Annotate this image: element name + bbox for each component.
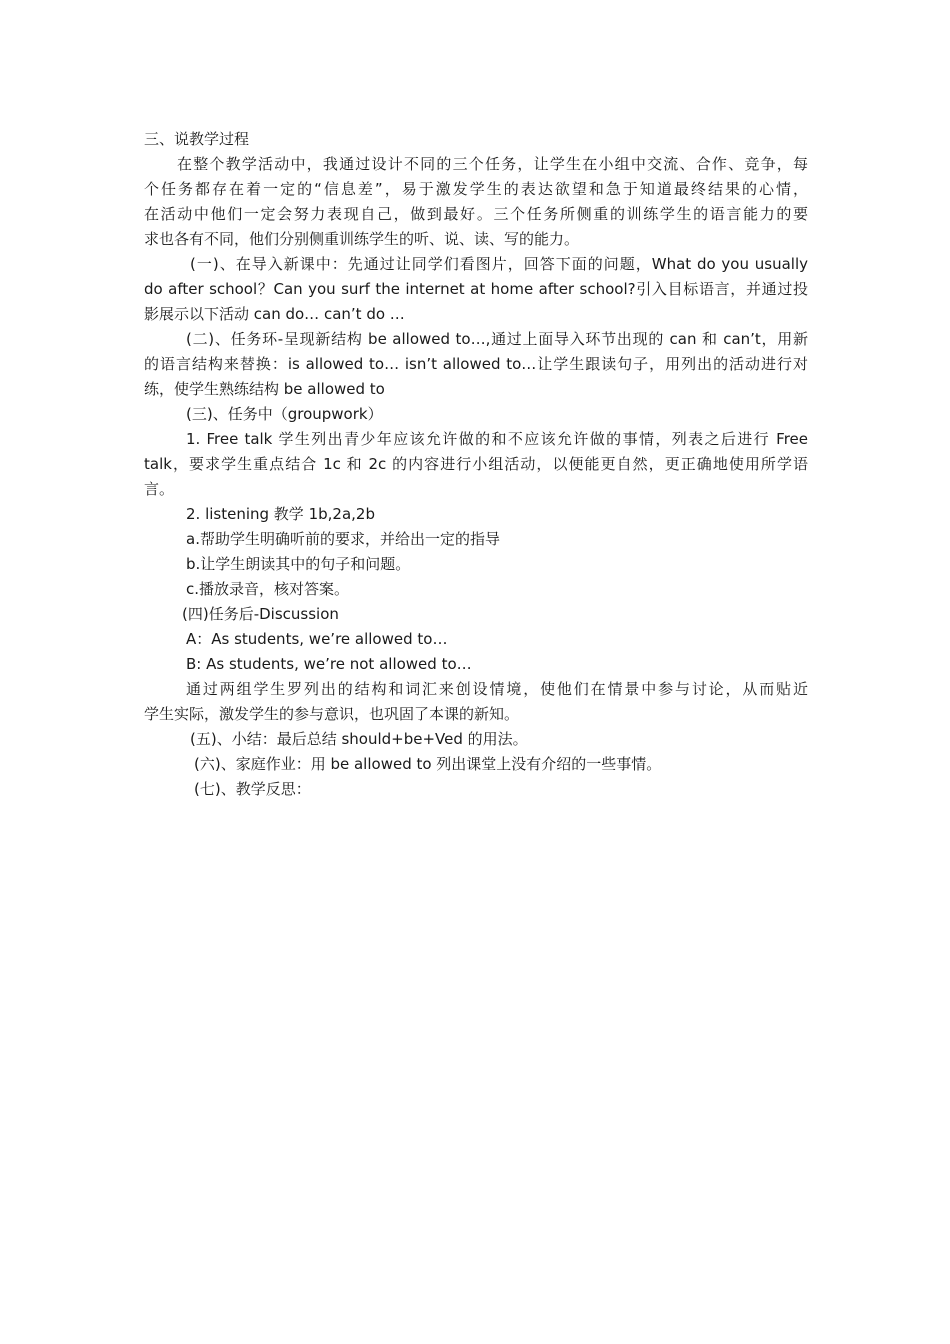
list-item: 2. listening 教学 1b,2a,2b (186, 505, 375, 523)
dialogue-line: A：As students, we’re allowed to… (186, 630, 448, 648)
paragraph-line: (三)、任务中（groupwork） (186, 405, 383, 423)
paragraph-line: 在活动中他们一定会努力表现自己，做到最好。三个任务所侧重的训练学生的语言能力的要 (144, 205, 808, 223)
paragraph-line: 言。 (144, 480, 175, 498)
dialogue-line: B: As students, we’re not allowed to… (186, 655, 472, 673)
paragraph-line: 求也各有不同，他们分别侧重训练学生的听、说、读、写的能力。 (144, 230, 580, 248)
paragraph-line: (六)、家庭作业：用 be allowed to 列出课堂上没有介绍的一些事情。 (194, 755, 662, 773)
paragraph-line: (七)、教学反思： (194, 780, 311, 798)
paragraph-line: (四)任务后-Discussion (182, 605, 339, 623)
paragraph-line: 练，使学生熟练结构 be allowed to (144, 380, 385, 398)
paragraph-line: 个任务都存在着一定的“信息差”，易于激发学生的表达欲望和急于知道最终结果的心情， (144, 180, 808, 198)
paragraph-line: (二)、任务环-呈现新结构 be allowed to…,通过上面导入环节出现的 can 和 can’t，用新 (186, 330, 808, 348)
paragraph-line: 的语言结构来替换：is allowed to… isn’t allowed to…让学生跟读句子，用列出的活动进行对 (144, 355, 808, 373)
document-body (144, 127, 808, 802)
list-item: a.帮助学生明确听前的要求，并给出一定的指导 (186, 530, 500, 548)
list-item: c.播放录音，核对答案。 (186, 580, 350, 598)
paragraph-line: talk，要求学生重点结合 1c 和 2c 的内容进行小组活动，以便能更自然，更正确地使用所学语 (144, 455, 808, 473)
paragraph-line: 1. Free talk 学生列出青少年应该允许做的和不应该允许做的事情，列表之后进行 Free (186, 430, 808, 448)
paragraph-line: 在整个教学活动中，我通过设计不同的三个任务，让学生在小组中交流、合作、竞争，每 (177, 155, 808, 173)
paragraph-line: (一)、在导入新课中：先通过让同学们看图片，回答下面的问题，What do you usually (190, 255, 808, 273)
section-heading: 三、说教学过程 (144, 130, 250, 148)
paragraph-line: do after school？Can you surf the internet at home after school?引入目标语言，并通过投 (144, 280, 808, 298)
paragraph-line: 学生实际，激发学生的参与意识，也巩固了本课的新知。 (144, 705, 520, 723)
paragraph-line: 通过两组学生罗列出的结构和词汇来创设情境，使他们在情景中参与讨论，从而贴近 (186, 680, 808, 698)
list-item: b.让学生朗读其中的句子和问题。 (186, 555, 411, 573)
paragraph-line: (五)、小结：最后总结 should+be+Ved 的用法。 (190, 730, 528, 748)
paragraph-line: 影展示以下活动 can do… can’t do … (144, 305, 405, 323)
